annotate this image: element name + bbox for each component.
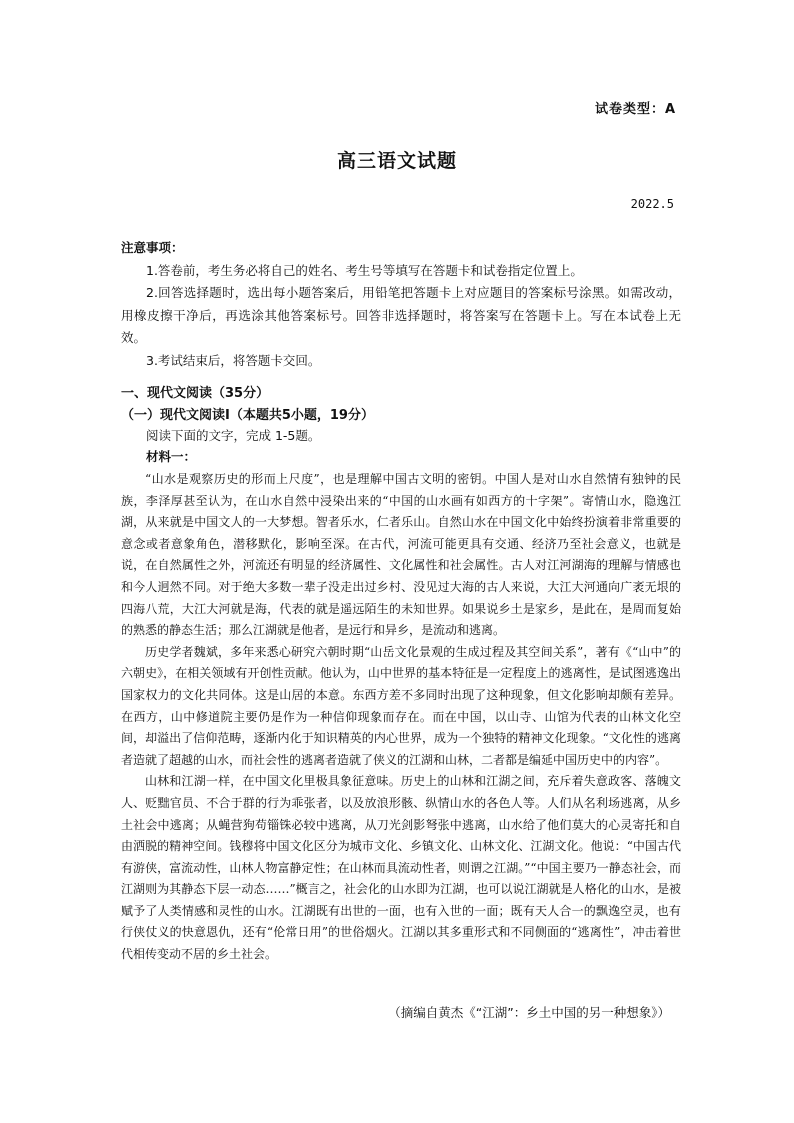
paragraph-1: “山水是观察历史的形而上尺度”，也是理解中国古文明的密钥。中国人是对山水自然情有独钟的民族，李泽厚甚至认为，在山水自然中浸染出来的“中国的山水画有如西方的十字架”。寄情山水，隐逸江湖，从来就是中国文人的一大梦想。智者乐水，仁者乐山。自然山水在中国文化中始终扮演着非常重要的意念或者意象角色，潜移默化，影响至深。在古代，河流可能更具有交通、经济乃至社会意义，也就是说，在自然属性之外，河流还有明显的经济属性、文化属性和社会属性。古人对江河湖海的理解与情感也和今人迥然不同。对于绝大多数一辈子没走出过乡村、没见过大海的古人来说，大江大河通向广袤无垠的四海八荒，大江大河就是海，代表的就是遥远陌生的未知世界。如果说乡土是家乡，是此在，是周而复始的熟悉的静态生活；那么江湖就是他者，是远行和异乡，是流动和逃离。 [121, 472, 681, 638]
notice-block [121, 237, 681, 372]
paragraph-2: 历史学者魏斌，多年来悉心研究六朝时期“山岳文化景观的生成过程及其空间关系”，著有《“山中”的六朝史》，在相关领域有开创性贡献。他认为，山中世界的基本特征是一定程度上的逃离性，是试图逃逸出国家权力的文化共同体。这是山居的本意。东西方差不多同时出现了这种现象，但文化影响却颇有差异。在西方，山中修道院主要仍是作为一种信仰现象而存在。而在中国，以山寺、山馆为代表的山林文化空间，却溢出了信仰范畴，逐渐内化于知识精英的内心世界，成为一个独特的精神文化现象。“文化性的逃离者造就了超越的山水，而社会性的逃离者造就了侠义的江湖和山林，二者都是编延中国历史中的内容”。 [121, 644, 681, 767]
material-text [121, 469, 681, 966]
notice-item-1: 1.答卷前，考生务必将自己的姓名、考生号等填写在答题卡和试卷指定位置上。 [146, 262, 583, 278]
section-title: 一、现代文阅读（35分） [121, 386, 270, 401]
notice-item-3: 3.考试结束后，将答题卡交回。 [146, 352, 321, 368]
exam-type-label: 试卷类型：A [594, 102, 676, 117]
source-citation: （摘编自黄杰《“江湖”：乡土中国的另一种想象》） [388, 1005, 670, 1020]
material-label: 材料一： [146, 449, 197, 464]
notice-heading: 注意事项： [121, 240, 184, 255]
exam-date: 2022.5 [630, 197, 674, 211]
page-title: 高三语文试题 [336, 150, 457, 172]
notice-item-2: 2.回答选择题时，选出每小题答案后，用铅笔把答题卡上对应题目的答案标号涂黑。如需改动，用橡皮擦干净后，再选涂其他答案标号。回答非选择题时，将答案写在答题卡上。写在本试卷上无效。 [121, 285, 681, 345]
reading-instruction: 阅读下面的文字，完成 1-5题。 [146, 428, 321, 443]
paragraph-3: 山林和江湖一样，在中国文化里极具象征意味。历史上的山林和江湖之间，充斥着失意政客、落魄文人、贬黜官员、不合于群的行为乖张者，以及放浪形骸、纵情山水的各色人等。人们从名利场逃离，从乡土社会中逃离；从蝇营狗苟锱铢必较中逃离，从刀光剑影弩张中逃离，山水给了他们莫大的心灵寄托和自由洒脱的精神空间。钱穆将中国文化区分为城市文化、乡镇文化、山林文化、江湖文化。他说：“中国古代有游侠，富流动性，山林人物富静定性；在山林而具流动性者，则谓之江湖。”“中国主要乃一静态社会，而江湖则为其静态下层一动态……”概言之，社会化的山水即为江湖，也可以说江湖就是人格化的山水，是被赋予了人类情感和灵性的山水。江湖既有出世的一面，也有入世的一面；既有天人合一的飘逸空灵，也有行侠仗义的快意恩仇，还有“伦常日用”的世俗烟火。江湖以其多重形式和不同侧面的“逃离性”，冲击着世代相传变动不居的乡土社会。 [121, 774, 681, 962]
section-subtitle: （一）现代文阅读Ⅰ（本题共5小题，19分） [121, 408, 374, 423]
